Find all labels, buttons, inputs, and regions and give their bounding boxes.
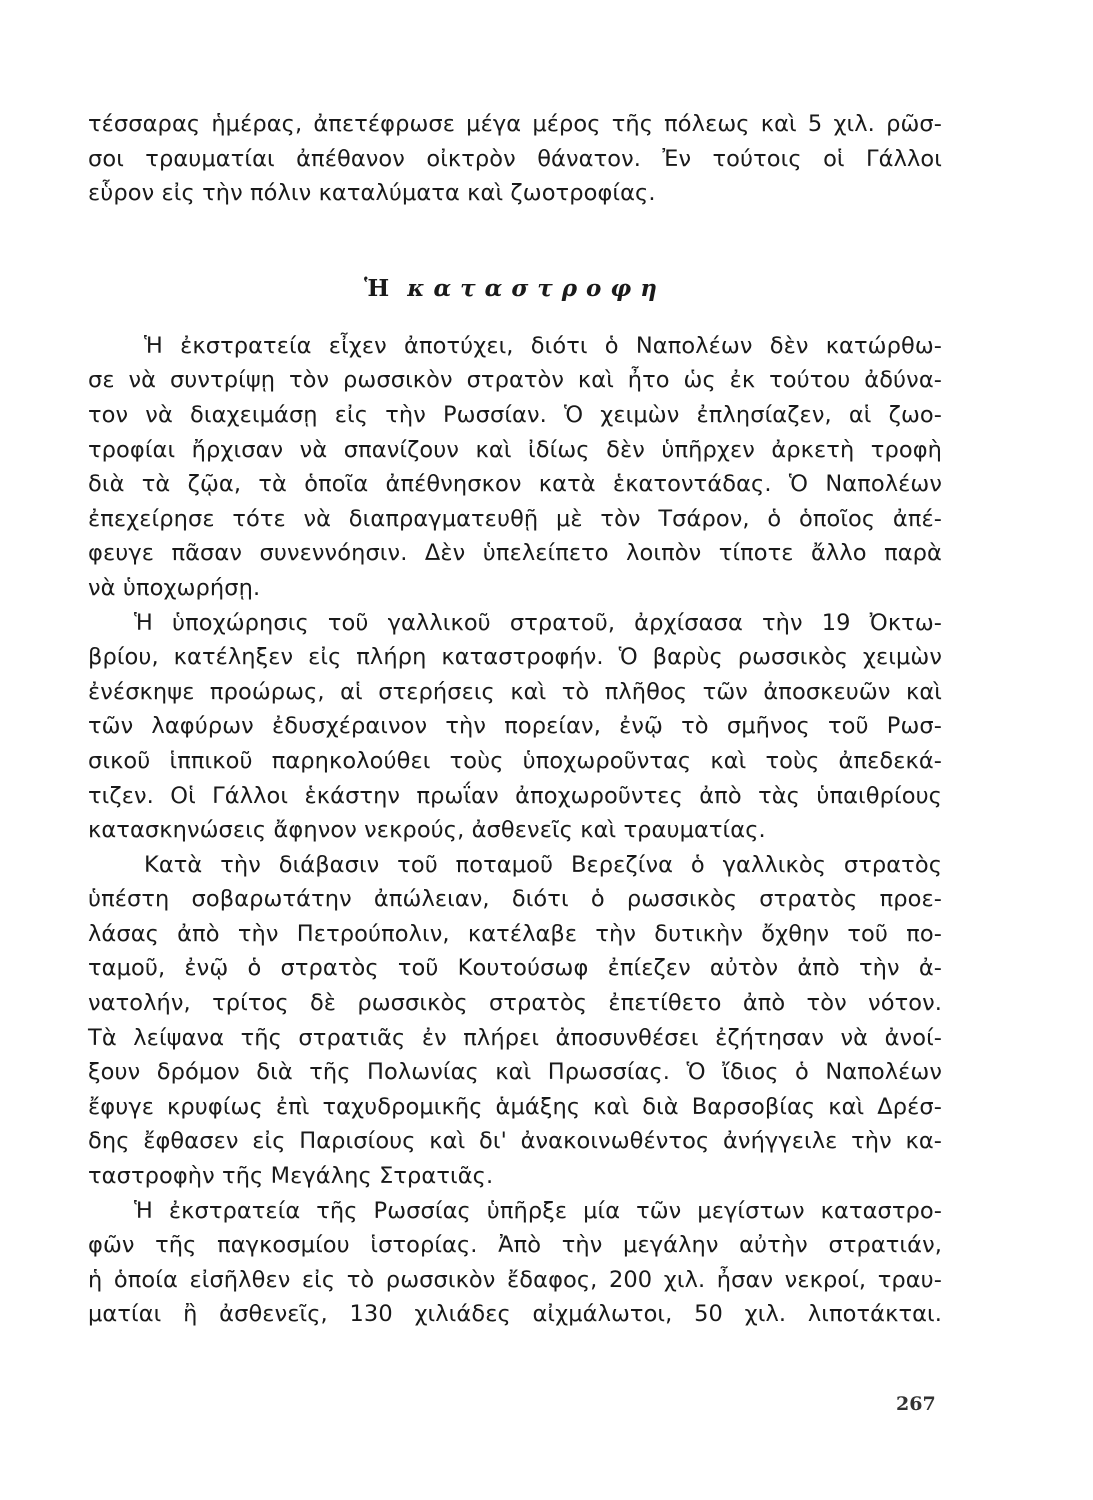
text-line: τέσσαρας ἡμέρας, ἀπετέφρωσε μέγα μέρος τῆς πόλεως καὶ 5 χιλ. ρῶσ- — [88, 111, 942, 137]
text-line: φῶν τῆς παγκοσμίου ἱστορίας. Ἀπὸ τὴν μεγάλην αὐτὴν στρατιάν, — [88, 1232, 942, 1259]
text-line: νὰ ὑποχωρήσῃ. — [88, 574, 261, 601]
text-line: Ἡ ἐκστρατεία τῆς Ρωσσίας ὑπῆρξε μία τῶν μεγίστων καταστρο- — [134, 1197, 942, 1224]
text-line: λάσας ἀπὸ τὴν Πετρούπολιν, κατέλαβε τὴν δυτικὴν ὄχθην τοῦ πο- — [88, 920, 942, 947]
text-line: τον νὰ διαχειμάσῃ εἰς τὴν Ρωσσίαν. Ὁ χειμὼν ἐπλησίαζεν, αἱ ζωο- — [88, 401, 942, 428]
page-number: 267 — [896, 1393, 936, 1415]
text-line: Τὰ λείψανα τῆς στρατιᾶς ἐν πλήρει ἀποσυνθέσει ἐζήτησαν νὰ ἀνοί- — [88, 1024, 942, 1051]
text-line: ἡ ὁποία εἰσῆλθεν εἰς τὸ ρωσσικὸν ἔδαφος, 200 χιλ. ἦσαν νεκροί, τραυ- — [88, 1266, 942, 1293]
text-line: τῶν λαφύρων ἐδυσχέραινον τὴν πορείαν, ἐνῷ τὸ σμῆνος τοῦ Ρωσ- — [88, 713, 942, 740]
text-line: σε νὰ συντρίψῃ τὸν ρωσσικὸν στρατὸν καὶ ἦτο ὡς ἐκ τούτου ἀδύνα- — [88, 367, 942, 394]
text-line: σικοῦ ἱππικοῦ παρηκολούθει τοὺς ὑποχωροῦντας καὶ τοὺς ἀπεδεκά- — [88, 747, 942, 774]
heading-title: καταστροφη — [407, 274, 666, 302]
text-line: ματίαι ἢ ἀσθενεῖς, 130 χιλιάδες αἰχμάλωτοι, 50 χιλ. λιποτάκται. — [88, 1301, 942, 1328]
section-heading — [88, 272, 942, 306]
text-line: ἔφυγε κρυφίως ἐπὶ ταχυδρομικῆς ἁμάξης καὶ διὰ Βαρσοβίας καὶ Δρέσ- — [88, 1093, 942, 1120]
text-line: τροφίαι ἤρχισαν νὰ σπανίζουν καὶ ἰδίως δὲν ὑπῆρχεν ἀρκετὴ τροφὴ — [88, 436, 942, 463]
text-line: νατολήν, τρίτος δὲ ρωσσικὸς στρατὸς ἐπετίθετο ἀπὸ τὸν νότον. — [88, 990, 942, 1017]
text-line: Ἡ ὑποχώρησις τοῦ γαλλικοῦ στρατοῦ, ἀρχίσασα τὴν 19 Ὀκτω- — [134, 609, 942, 636]
text-line: ξουν δρόμον διὰ τῆς Πολωνίας καὶ Πρωσσίας. Ὁ ἴδιος ὁ Ναπολέων — [88, 1059, 942, 1086]
text-line: Κατὰ τὴν διάβασιν τοῦ ποταμοῦ Βερεζίνα ὁ γαλλικὸς στρατὸς — [144, 851, 942, 878]
text-line: ἐνέσκηψε προώρως, αἱ στερήσεις καὶ τὸ πλῆθος τῶν ἀποσκευῶν καὶ — [88, 678, 942, 705]
text-line: φευγε πᾶσαν συνεννόησιν. Δὲν ὑπελείπετο λοιπὸν τίποτε ἄλλο παρὰ — [88, 540, 942, 567]
text-line: ταστροφὴν τῆς Μεγάλης Στρατιᾶς. — [88, 1163, 494, 1190]
text-line: διὰ τὰ ζῷα, τὰ ὁποῖα ἀπέθνησκον κατὰ ἑκατοντάδας. Ὁ Ναπολέων — [88, 471, 942, 498]
text-column — [88, 107, 942, 1332]
text-line: ταμοῦ, ἐνῷ ὁ στρατὸς τοῦ Κουτούσωφ ἐπίεζεν αὐτὸν ἀπὸ τὴν ἀ- — [88, 955, 942, 982]
paragraph-2 — [88, 606, 942, 848]
text-line: εὗρον εἰς τὴν πόλιν καταλύματα καὶ ζωοτροφίας. — [88, 180, 656, 207]
text-line: κατασκηνώσεις ἄφηνον νεκρούς, ἀσθενεῖς καὶ τραυματίας. — [88, 817, 766, 844]
text-line: σοι τραυματίαι ἀπέθανον οἰκτρὸν θάνατον. Ἐν τούτοις οἱ Γάλλοι — [88, 145, 942, 172]
paragraph-1 — [88, 329, 942, 606]
intro-paragraph — [88, 107, 942, 211]
text-line: τιζεν. Οἱ Γάλλοι ἑκάστην πρωΐαν ἀποχωροῦντες ἀπὸ τὰς ὑπαιθρίους — [88, 782, 942, 809]
text-line: βρίου, κατέληξεν εἰς πλήρη καταστροφήν. Ὁ βαρὺς ρωσσικὸς χειμὼν — [88, 644, 942, 671]
text-line: ἐπεχείρησε τότε νὰ διαπραγματευθῇ μὲ τὸν Τσάρον, ὁ ὁποῖος ἀπέ- — [88, 505, 942, 532]
heading-capital: Ἡ — [364, 274, 392, 302]
paragraph-4 — [88, 1194, 942, 1332]
text-line: δης ἔφθασεν εἰς Παρισίους καὶ δι' ἀνακοινωθέντος ἀνήγγειλε τὴν κα- — [88, 1128, 942, 1155]
text-line: Ἡ ἐκστρατεία εἶχεν ἀποτύχει, διότι ὁ Ναπολέων δὲν κατώρθω- — [144, 332, 942, 359]
paragraph-3 — [88, 848, 942, 1194]
text-line: ὑπέστη σοβαρωτάτην ἀπώλειαν, διότι ὁ ρωσσικὸς στρατὸς προε- — [88, 886, 942, 913]
